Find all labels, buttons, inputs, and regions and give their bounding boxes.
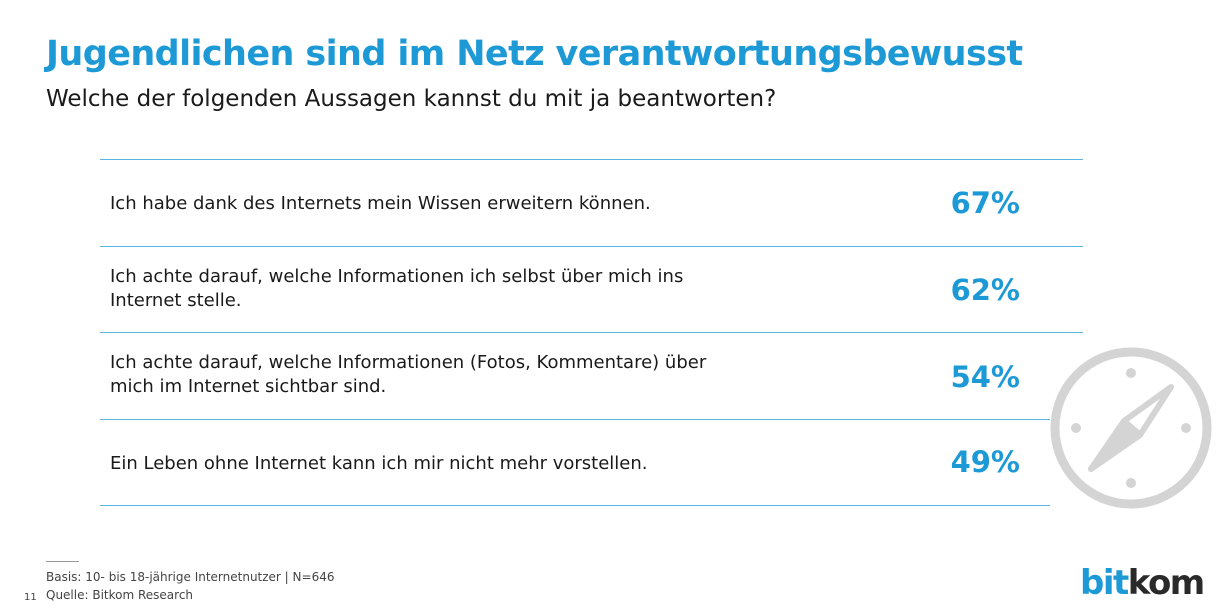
statement-label: Ich habe dank des Internets mein Wissen erweitern können.	[110, 193, 651, 214]
page-subtitle: Welche der folgenden Aussagen kannst du mit ja beantworten?	[46, 86, 777, 112]
percentage-value: 62%	[950, 273, 1020, 307]
statement-label: Ich achte darauf, welche Informationen (Fotos, Kommentare) über mich im Internet sichtbar sind.	[110, 352, 707, 397]
percentage-value: 67%	[950, 186, 1020, 220]
row-divider	[100, 419, 1050, 420]
row-divider	[100, 505, 1050, 506]
row-divider	[100, 159, 1083, 160]
bitkom-logo	[1080, 563, 1204, 603]
row-divider	[100, 246, 1083, 247]
row-divider	[100, 332, 1083, 333]
compass-icon	[1046, 343, 1216, 513]
percentage-value: 54%	[950, 360, 1020, 394]
statement-label: Ich achte darauf, welche Informationen ich selbst über mich ins Internet stelle.	[110, 266, 684, 311]
page-number: 11	[24, 592, 37, 603]
footer-divider	[46, 561, 79, 562]
logo-part-kom: kom	[1127, 563, 1204, 603]
percentage-value: 49%	[950, 445, 1020, 479]
footer-source: Quelle: Bitkom Research	[46, 588, 194, 602]
statement-label: Ein Leben ohne Internet kann ich mir nicht mehr vorstellen.	[110, 453, 648, 474]
page-title: Jugendlichen sind im Netz verantwortungsbewusst	[46, 34, 1023, 74]
footer-basis: Basis: 10- bis 18-jährige Internetnutzer | N=646	[46, 570, 335, 584]
logo-part-bit: bit	[1080, 563, 1128, 603]
